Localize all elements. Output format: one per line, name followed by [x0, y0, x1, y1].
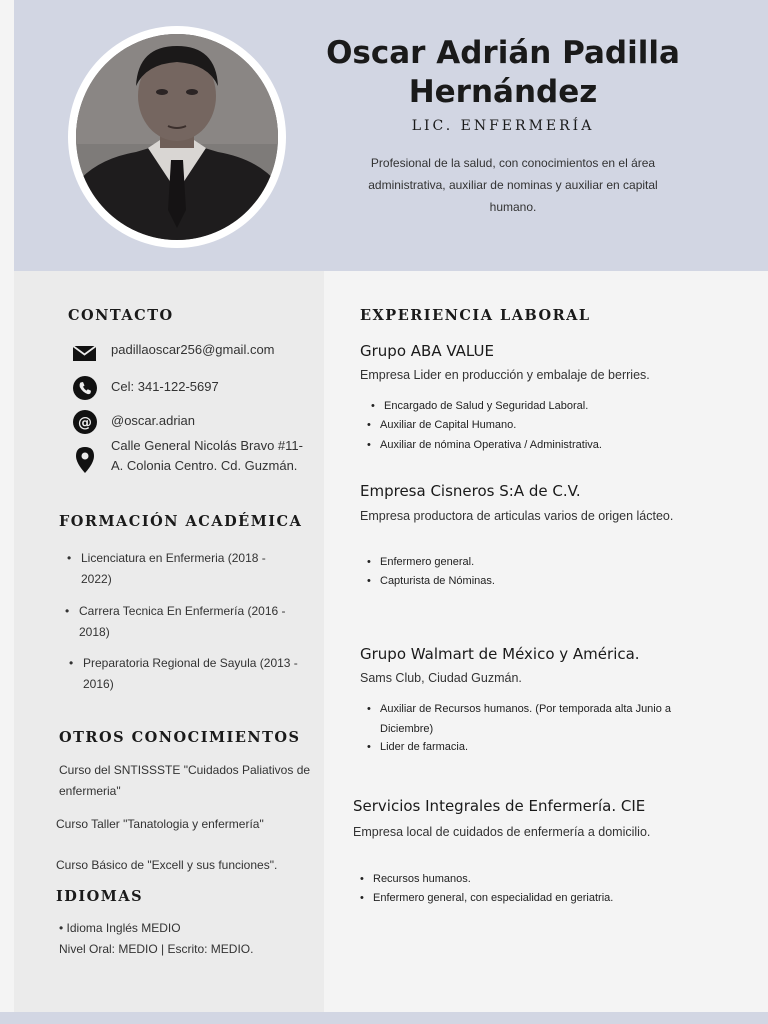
contact-email[interactable]: padillaoscar256@gmail.com: [111, 342, 275, 357]
contact-social[interactable]: @oscar.adrian: [111, 413, 196, 428]
at-icon: [72, 409, 98, 435]
contact-phone[interactable]: Cel: 341-122-5697: [111, 379, 219, 394]
profile-summary: Profesional de la salud, con conocimientos en el área administrativa, auxiliar de nominas y auxiliar en capital humano.: [368, 156, 658, 214]
job-role: LIC. ENFERMERÍA: [411, 118, 595, 134]
job-description: Sams Club, Ciudad Guzmán.: [360, 671, 522, 685]
location-pin-icon: [74, 446, 96, 472]
course-item: Curso Básico de "Excell y sus funciones".: [56, 858, 278, 872]
bottom-strip: [0, 1012, 768, 1024]
job-bullet: • Auxiliar de nómina Operativa / Administrativa.: [367, 439, 602, 451]
course-item: Curso Taller "Tanatologia y enfermería": [56, 817, 264, 831]
job-description: Empresa Lider en producción y embalaje de berries.: [360, 368, 650, 382]
language-level: • Idioma Inglés MEDIO: [59, 921, 181, 935]
job-company: Empresa Cisneros S:A de C.V.: [360, 482, 581, 500]
job-company: Servicios Integrales de Enfermería. CIE: [353, 797, 646, 815]
job-description: Empresa productora de articulas varios de origen lácteo.: [360, 509, 674, 523]
job-bullet: • Lider de farmacia.: [367, 741, 469, 753]
svg-text:@: @: [78, 415, 92, 431]
job-company: Grupo ABA VALUE: [360, 342, 494, 360]
job-bullet: • Auxiliar de Capital Humano.: [367, 419, 517, 431]
job-bullet: • Encargado de Salud y Seguridad Laboral.: [371, 400, 589, 412]
language-detail: Nivel Oral: MEDIO | Escrito: MEDIO.: [59, 942, 254, 956]
education-heading: FORMACIÓN ACADÉMICA: [59, 513, 303, 530]
job-bullet: • Capturista de Nóminas.: [367, 575, 495, 587]
job-bullet: • Recursos humanos.: [360, 873, 471, 885]
education-item: • Preparatoria Regional de Sayula (2013 - 2016): [69, 656, 298, 691]
education-item: • Licenciatura en Enfermeria (2018 - 2022): [67, 551, 266, 586]
contact-address: Calle General Nicolás Bravo #11-A. Colonia Centro. Cd. Guzmán.: [111, 438, 303, 473]
course-item: Curso del SNTISSSTE "Cuidados Paliativos de enfermeria": [59, 763, 311, 798]
phone-icon: [72, 375, 98, 401]
job-bullet: • Enfermero general.: [367, 556, 475, 568]
job-description: Empresa local de cuidados de enfermería a domicilio.: [353, 825, 651, 839]
candidate-name: Oscar Adrián Padilla Hernández: [326, 35, 680, 110]
education-item: • Carrera Tecnica En Enfermería (2016 - 2018): [65, 604, 286, 639]
other-knowledge-heading: OTROS CONOCIMIENTOS: [59, 729, 301, 746]
envelope-icon: [72, 340, 98, 366]
job-company: Grupo Walmart de México y América.: [360, 645, 640, 663]
contact-heading: CONTACTO: [68, 307, 174, 324]
languages-heading: IDIOMAS: [56, 888, 144, 905]
job-bullet: • Auxiliar de Recursos humanos. (Por temporada alta Junio a Diciembre): [367, 703, 672, 735]
profile-photo: [68, 26, 286, 248]
experience-heading: EXPERIENCIA LABORAL: [360, 307, 591, 324]
job-bullet: • Enfermero general, con especialidad en geriatria.: [360, 892, 614, 904]
